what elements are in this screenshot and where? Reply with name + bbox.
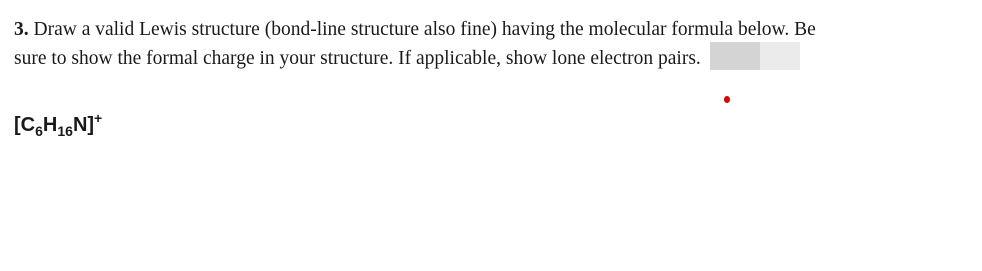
formula-hydrogen: H: [42, 114, 58, 136]
question-text: [14, 17, 974, 71]
red-dot-marker: [724, 96, 730, 103]
formula-open-bracket: [C: [14, 114, 36, 136]
formula-carbon-count: 6: [35, 123, 43, 139]
question-line2: sure to show the formal charge in your structure. If applicable, show lone electron pairs.: [14, 48, 701, 69]
formula-hydrogen-count: 16: [57, 123, 73, 139]
question-line1: Draw a valid Lewis structure (bond-line structure also fine) having the molecular formula below. Be: [33, 19, 816, 40]
question-number: 3.: [14, 19, 29, 40]
molecular-formula: [14, 110, 102, 139]
formula-charge: +: [94, 110, 103, 126]
redaction-box-light: [760, 42, 800, 70]
redaction-box: [710, 42, 760, 70]
formula-nitrogen-close: N]: [72, 114, 95, 136]
